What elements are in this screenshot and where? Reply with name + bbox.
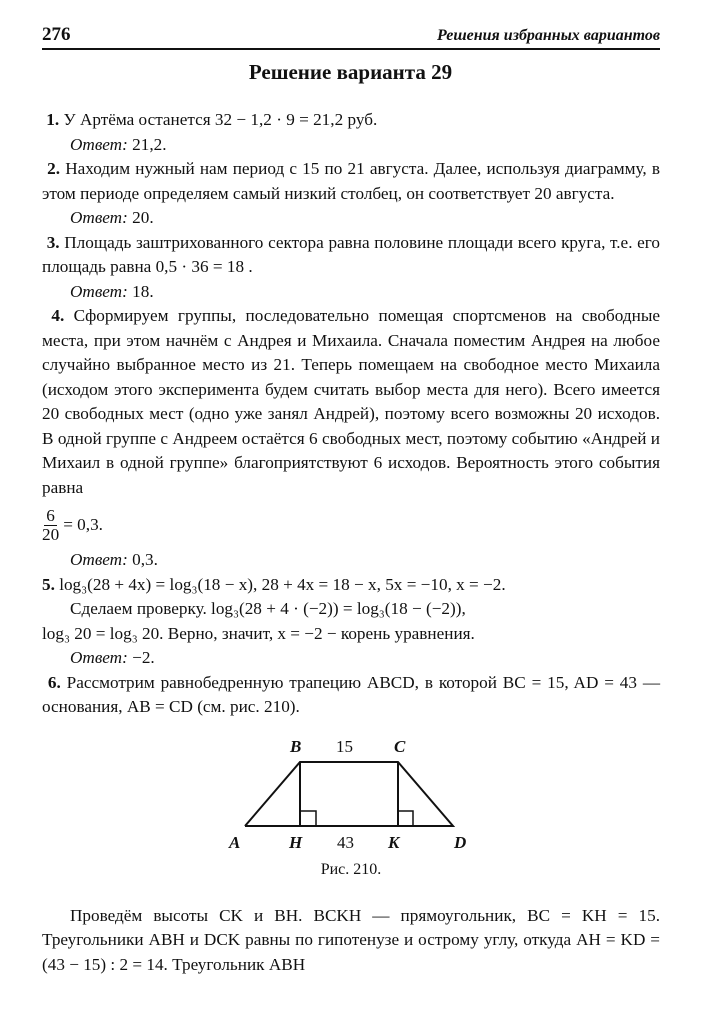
- answer-value: 0,3.: [132, 550, 158, 569]
- answer-value: 18.: [132, 281, 154, 301]
- label-H: H: [289, 832, 303, 852]
- problem-5: [42, 573, 660, 598]
- problem-1: [42, 108, 660, 133]
- answer-value: 20.: [132, 208, 154, 227]
- problem-number: 3.: [46, 232, 60, 252]
- problem-number: 4.: [51, 306, 65, 325]
- problem-6: [42, 671, 660, 720]
- answer-label: Ответ:: [70, 550, 128, 569]
- label-D: D: [454, 832, 467, 852]
- problem-2: [42, 157, 660, 206]
- problem-text: У Артёма останется 32 − 1,2 · 9 = 21,2 руб.: [63, 110, 378, 129]
- label-top-base: 15: [336, 736, 353, 756]
- fraction-denominator: 20: [42, 524, 60, 544]
- section-title: Решение варианта 29: [248, 60, 453, 84]
- answer-5: [42, 646, 660, 671]
- problem-6-continued: Проведём высоты CK и BH. BCKH — прямоугольник, BC = KH = 15. Треугольники ABH и DCK равны по гипотенузе и острому углу, откуда AH = KD = (43 − 15) : 2 = 14. Треугольник ABH: [42, 905, 660, 974]
- problem-4: [42, 304, 660, 500]
- problem-text: log₃(28 + 4x) = log₃(18 − x), 28 + 4x = 18 − x, 5x = −10, x = −2.: [59, 574, 506, 594]
- label-bottom-base: 43: [337, 832, 354, 852]
- solutions-body: [42, 108, 660, 977]
- problem-number: 6.: [47, 672, 61, 692]
- check-5-cont: log₃ 20 = log₃ 20. Верно, значит, x = −2 − корень уравнения.: [42, 623, 475, 643]
- problem-text: Рассмотрим равнобедренную трапецию ABCD, в которой BC = 15, AD = 43 — основания, AB = CD (см. рис. 210).: [42, 672, 661, 716]
- problem-3: [42, 231, 660, 280]
- answer-value: 21,2.: [132, 134, 167, 154]
- probability-fraction: [42, 502, 660, 548]
- spacer: [42, 886, 660, 904]
- answer-label: Ответ:: [70, 648, 128, 667]
- page-number: 276: [42, 24, 71, 45]
- answer-4: [42, 548, 660, 573]
- problem-text: Площадь заштрихованного сектора равна половине площади всего круга, т.е. его площадь равна 0,5 · 36 = 18 .: [42, 232, 661, 276]
- fraction-result: = 0,3.: [63, 514, 103, 534]
- fraction: [42, 507, 59, 544]
- check-5: Сделаем проверку. log₃(28 + 4 · (−2)) = log₃(18 − (−2)),: [70, 599, 466, 618]
- answer-value: −2.: [132, 648, 155, 667]
- page-header: [42, 22, 660, 50]
- problem-number: 1.: [46, 110, 60, 129]
- label-A: A: [229, 832, 241, 852]
- answer-1: [42, 133, 660, 158]
- trapezoid-figure: [42, 726, 660, 886]
- problem-text: Сформируем группы, последовательно помещая спортсменов на свободные места, при этом начнём с Андрея и Михаила. Сначала поместим Андрея на любое случайно выбранное место из 21. Теперь помещаем на свободное место Михаила (исходом этого эксперимента будем считать выбор места для него). Всего имеется 20 свободных мест (одно уже занял Андрей), поэтому всего возможны 20 исходов. В одной группе с Андреем остаётся 6 свободных мест, поэтому событию «Андрей и Михаил в одной группе» благоприятствуют 6 исходов. Вероятность этого события равна: [42, 306, 660, 497]
- answer-2: [42, 206, 660, 231]
- answer-3: [42, 280, 660, 305]
- running-title: Решения избранных вариантов: [437, 27, 660, 44]
- problem-number: 5.: [42, 574, 55, 594]
- label-B: B: [290, 736, 302, 756]
- answer-label: Ответ:: [70, 134, 128, 154]
- trapezoid-diagram: [42, 726, 660, 856]
- answer-label: Ответ:: [70, 281, 128, 301]
- fraction-numerator: 6: [46, 505, 55, 525]
- label-K: K: [388, 832, 400, 852]
- problem-text: Находим нужный нам период с 15 по 21 августа. Далее, используя диаграмму, в этом периоде определяем самый низкий столбец, он соответствует 20 августа.: [42, 159, 660, 203]
- answer-label: Ответ:: [70, 208, 128, 227]
- problem-number: 2.: [47, 159, 61, 178]
- figure-caption: Рис. 210.: [320, 860, 382, 878]
- label-C: C: [394, 736, 406, 756]
